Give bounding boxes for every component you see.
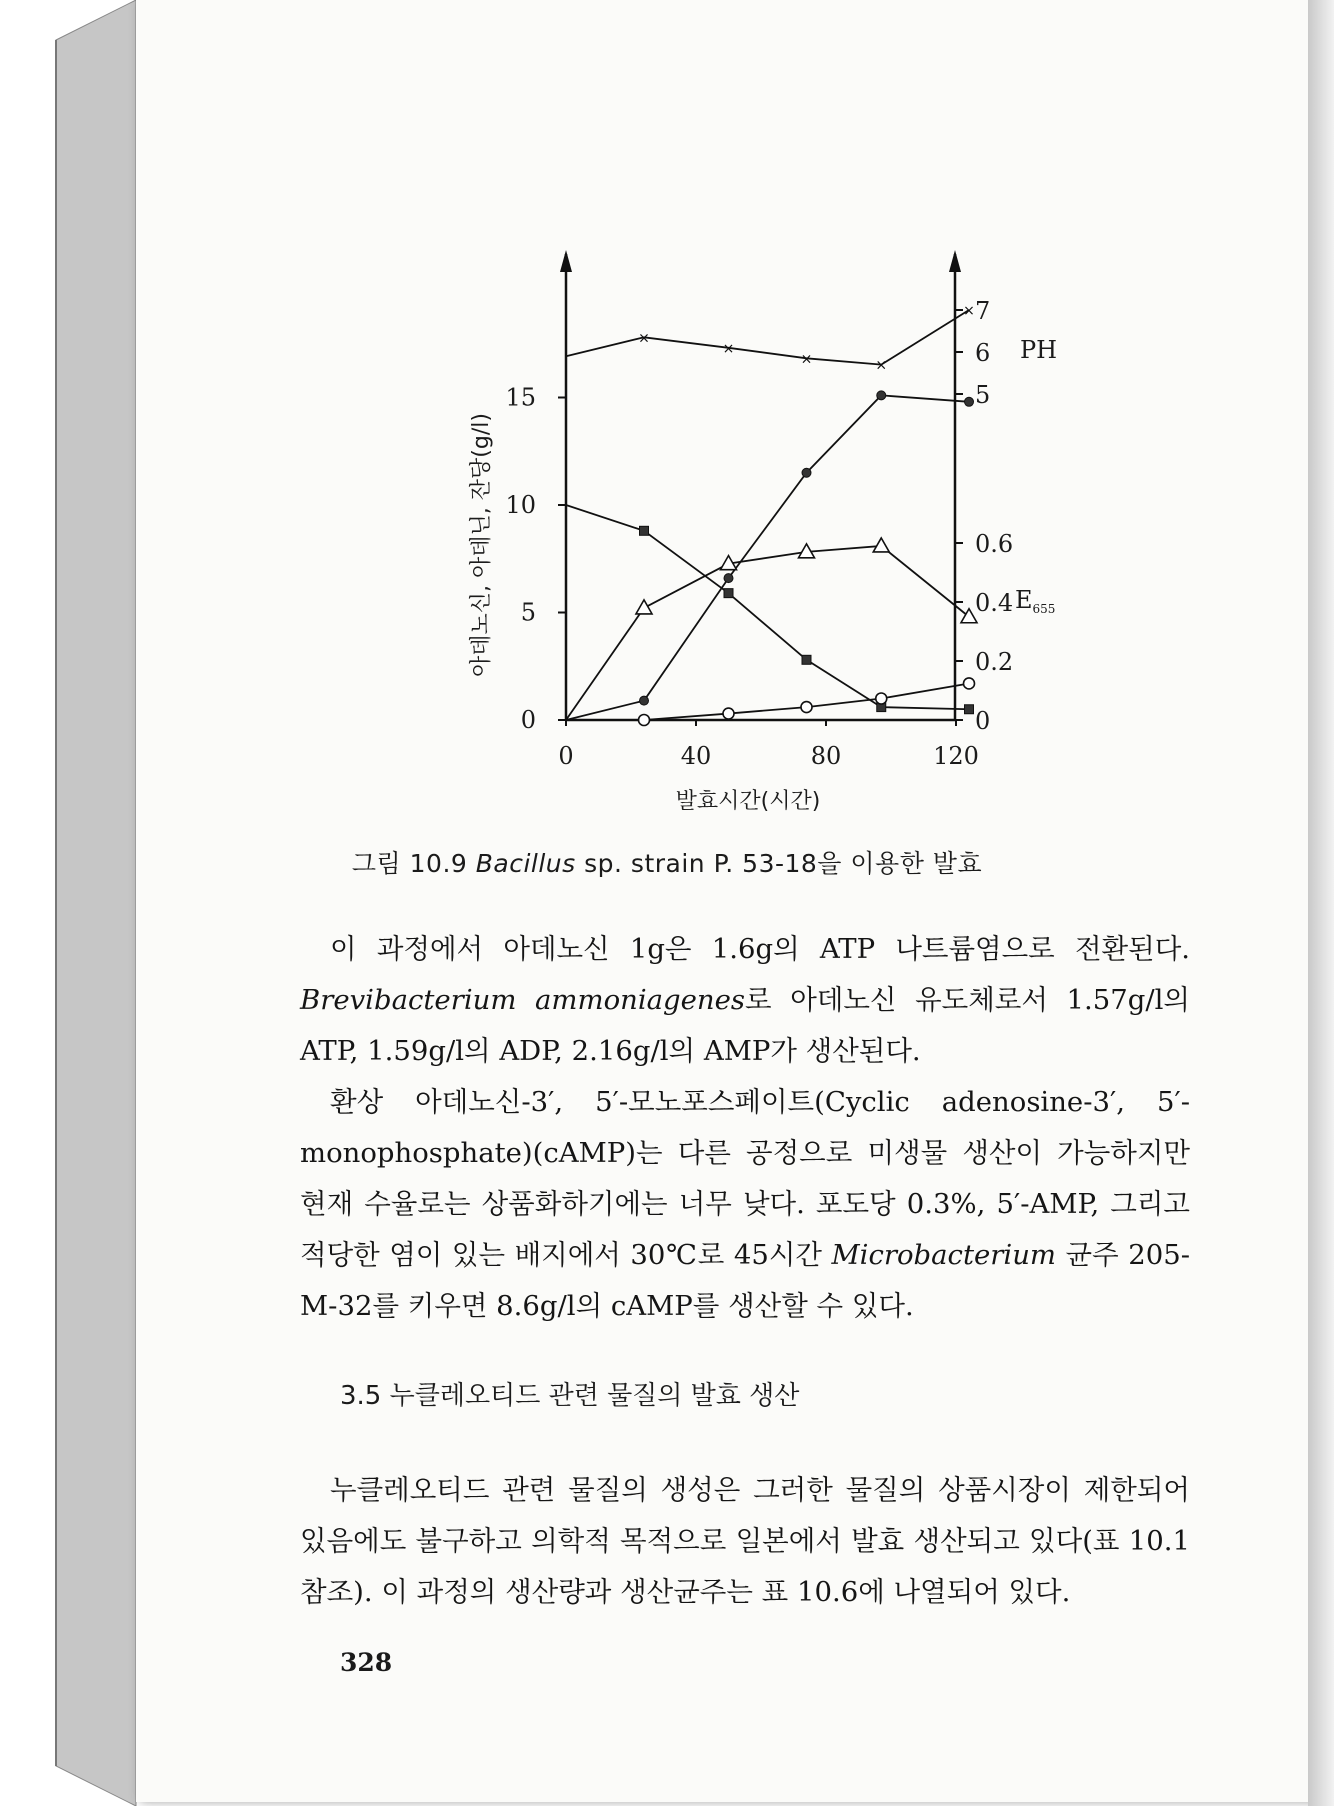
caption-species: Bacillus — [475, 849, 576, 878]
y-e-tick-label: 0.2 — [975, 648, 1014, 676]
para2-text-a: 환상 아데노신-3′, 5′-모노포스페이트(Cyclic adenosine-3′, 5′-monophosphate)(cAMP)는 다른 공정으로 미생물 생산이 가능하지만 현재 수율로는 상품화하기에는 너무 낮다. 포도당 0.3%, 5′-AMP, 그리고 적당한 염이 있는 배지에서 30℃로 45시간 — [300, 1086, 1190, 1271]
data-point-e655-growth- — [873, 538, 889, 552]
chart-series-lines — [566, 310, 969, 720]
paragraph-nucleotide: 누클레오티드 관련 물질의 생성은 그러한 물질의 상품시장이 제한되어 있음에도 불구하고 의학적 목적으로 일본에서 발효 생산되고 있다(표 10.1 참조). 이 과정의 생산량과 생산균주는 표 10.6에 나열되어 있다. — [300, 1474, 1190, 1608]
y-axis-left-label: 아데노신, 아데닌, 잔당(g/l) — [469, 413, 494, 677]
para1-text-c: 로 아데노신 유도체로서 1.57g/l의 ATP, 1.59g/l의 ADP, 2.16g/l의 AMP가 생산된다. — [300, 984, 1191, 1067]
data-point-residual-sugar — [965, 705, 974, 714]
y-left-tick-label: 0 — [520, 706, 536, 734]
data-point-ph: × — [800, 351, 813, 368]
caption-rest: sp. strain P. 53-18을 이용한 발효 — [575, 849, 983, 878]
y-ph-tick-label: 6 — [975, 339, 991, 367]
y-ph-tick-label: 5 — [975, 381, 991, 409]
x-tick-label: 40 — [680, 742, 712, 770]
section-heading: 3.5 누클레오티드 관련 물질의 발효 생산 — [340, 1381, 800, 1411]
data-point-adenine — [639, 715, 650, 726]
data-point-residual-sugar — [724, 589, 733, 598]
data-point-adenosine — [877, 391, 886, 400]
left-axis-arrow — [560, 250, 572, 272]
data-point-residual-sugar — [640, 526, 649, 535]
x-axis-label: 발효시간(시간) — [675, 789, 821, 814]
e-label-sub: 655 — [1032, 602, 1056, 616]
para1-species: Brevibacterium ammoniagenes — [300, 984, 746, 1016]
data-point-ph: × — [963, 303, 975, 319]
fermentation-chart — [0, 0, 1334, 840]
y-left-tick-label: 5 — [520, 598, 536, 627]
x-tick-label: 120 — [933, 742, 979, 770]
page-number: 328 — [340, 1648, 393, 1677]
data-point-e655-growth- — [636, 600, 652, 614]
data-point-residual-sugar — [802, 655, 811, 664]
chart-axes — [560, 250, 961, 720]
paragraph-camp — [300, 1077, 1190, 1332]
data-point-adenosine — [640, 696, 649, 705]
series-line-adenine — [566, 683, 969, 720]
para2-species: Microbacterium — [831, 1239, 1056, 1271]
right-axis-arrow — [949, 250, 961, 272]
data-point-adenine — [964, 678, 975, 689]
x-tick-label: 80 — [810, 742, 842, 770]
data-point-adenine — [801, 702, 812, 713]
data-point-adenosine — [965, 397, 974, 406]
y-e-tick-label: 0.6 — [975, 530, 1014, 558]
caption-prefix: 그림 10.9 — [351, 849, 476, 878]
y-axis-right-e-label — [1015, 586, 1055, 616]
data-point-adenosine — [724, 574, 733, 583]
y-ph-tick-label: 7 — [975, 297, 991, 325]
data-point-ph: × — [875, 357, 888, 374]
data-point-ph: × — [722, 340, 735, 357]
paragraph-atp — [300, 924, 1190, 1077]
data-point-ph: × — [638, 330, 650, 347]
y-left-tick-label: 15 — [505, 383, 536, 412]
data-point-adenosine — [802, 468, 811, 477]
para1-text-a: 이 과정에서 아데노신 1g은 1.6g의 ATP 나트륨염으로 전환된다. — [330, 933, 1190, 965]
y-e-tick-label: 0.4 — [975, 589, 1014, 617]
chart-series-marks — [636, 303, 977, 726]
x-tick-label: 0 — [558, 742, 574, 770]
data-point-adenine — [876, 693, 887, 704]
figure-caption — [0, 844, 1334, 880]
data-point-adenine — [723, 708, 734, 719]
series-line-residual-sugar — [566, 505, 969, 709]
y-e-tick-label: 0 — [975, 707, 991, 735]
e-label-main: E — [1015, 586, 1033, 614]
series-line-ph — [566, 310, 969, 368]
para2-text-c: 균주 205-M-32를 키우면 8.6g/l의 cAMP를 생산할 수 있다. — [300, 1239, 1190, 1322]
y-left-tick-label: 10 — [505, 491, 536, 519]
y-axis-right-ph-label: PH — [1020, 336, 1058, 364]
